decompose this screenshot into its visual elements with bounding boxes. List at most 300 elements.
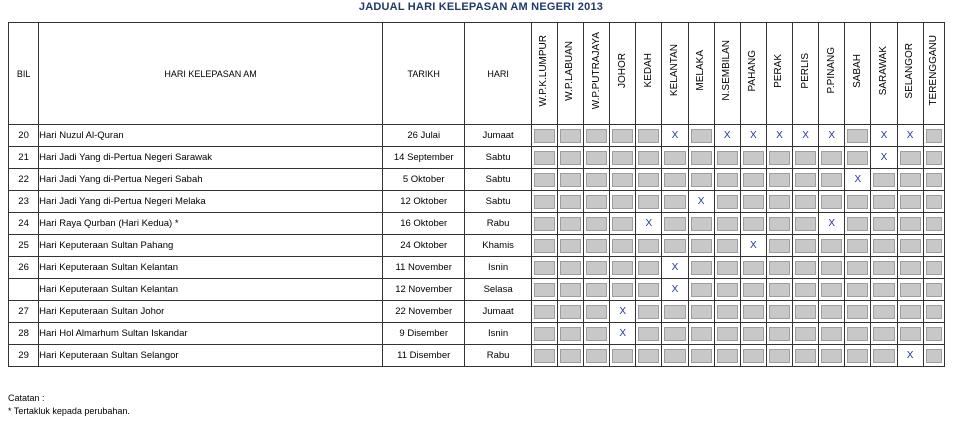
state-cell — [740, 257, 766, 279]
state-cell — [662, 323, 688, 345]
state-cell — [897, 235, 923, 257]
no-holiday-fill — [717, 239, 738, 253]
header-state — [636, 23, 662, 125]
no-holiday-fill — [795, 349, 816, 363]
state-cell — [871, 125, 897, 147]
state-cell — [845, 213, 871, 235]
no-holiday-fill — [717, 151, 738, 165]
state-cell — [766, 191, 792, 213]
cell-date: 26 Julai — [382, 125, 464, 147]
no-holiday-fill — [926, 239, 942, 253]
no-holiday-fill — [847, 239, 868, 253]
state-cell — [766, 235, 792, 257]
no-holiday-fill — [769, 283, 790, 297]
no-holiday-fill — [534, 217, 555, 231]
no-holiday-fill — [873, 173, 894, 187]
state-cell — [688, 191, 714, 213]
cell-name: Hari Keputeraan Sultan Pahang — [39, 235, 383, 257]
state-cell — [584, 125, 610, 147]
state-cell — [793, 323, 819, 345]
header-state-label: N.SEMBILAN — [721, 40, 733, 101]
cell-date: 11 November — [382, 257, 464, 279]
no-holiday-fill — [926, 305, 942, 319]
no-holiday-fill — [926, 217, 942, 231]
no-holiday-fill — [691, 349, 712, 363]
state-cell — [531, 279, 557, 301]
state-cell — [714, 147, 740, 169]
state-cell — [871, 213, 897, 235]
state-cell — [793, 213, 819, 235]
no-holiday-fill — [560, 283, 581, 297]
state-cell — [923, 147, 944, 169]
state-cell — [714, 213, 740, 235]
header-state-label: SABAH — [851, 53, 863, 88]
state-cell — [819, 213, 845, 235]
no-holiday-fill — [612, 195, 633, 209]
state-cell — [584, 169, 610, 191]
cell-date: 22 November — [382, 301, 464, 323]
no-holiday-fill — [612, 129, 633, 143]
cell-date: 16 Oktober — [382, 213, 464, 235]
holiday-mark: X — [671, 284, 679, 295]
no-holiday-fill — [612, 217, 633, 231]
no-holiday-fill — [560, 151, 581, 165]
no-holiday-fill — [664, 195, 685, 209]
state-cell — [584, 323, 610, 345]
state-cell — [793, 169, 819, 191]
no-holiday-fill — [821, 173, 842, 187]
no-holiday-fill — [821, 327, 842, 341]
no-holiday-fill — [612, 261, 633, 275]
state-cell — [845, 169, 871, 191]
cell-name: Hari Nuzul Al-Quran — [39, 125, 383, 147]
state-cell — [584, 301, 610, 323]
no-holiday-fill — [560, 217, 581, 231]
state-cell — [819, 169, 845, 191]
no-holiday-fill — [664, 173, 685, 187]
state-cell — [714, 191, 740, 213]
no-holiday-fill — [691, 327, 712, 341]
state-cell — [714, 279, 740, 301]
state-cell — [636, 345, 662, 367]
header-state-label: SELANGOR — [904, 42, 916, 99]
no-holiday-fill — [717, 217, 738, 231]
header-state — [923, 23, 944, 125]
header-day: HARI — [465, 23, 531, 125]
no-holiday-fill — [795, 151, 816, 165]
state-cell — [688, 125, 714, 147]
header-state-label: W.P.PUTRAJAYA — [590, 31, 602, 110]
state-cell — [819, 235, 845, 257]
no-holiday-fill — [664, 305, 685, 319]
state-cell — [610, 235, 636, 257]
no-holiday-fill — [717, 261, 738, 275]
state-cell — [714, 235, 740, 257]
state-cell — [923, 235, 944, 257]
no-holiday-fill — [586, 173, 607, 187]
state-cell — [766, 257, 792, 279]
state-cell — [766, 213, 792, 235]
state-cell — [871, 235, 897, 257]
no-holiday-fill — [638, 349, 659, 363]
no-holiday-fill — [691, 261, 712, 275]
header-state-label: TERENGGANU — [927, 35, 939, 106]
state-cell — [845, 191, 871, 213]
state-cell — [557, 169, 583, 191]
state-cell — [793, 191, 819, 213]
state-cell — [923, 301, 944, 323]
no-holiday-fill — [638, 283, 659, 297]
no-holiday-fill — [900, 195, 921, 209]
no-holiday-fill — [638, 261, 659, 275]
header-state — [897, 23, 923, 125]
no-holiday-fill — [821, 305, 842, 319]
no-holiday-fill — [717, 173, 738, 187]
holiday-mark: X — [880, 130, 888, 141]
state-cell — [793, 345, 819, 367]
state-cell — [636, 257, 662, 279]
no-holiday-fill — [612, 349, 633, 363]
cell-date: 5 Oktober — [382, 169, 464, 191]
no-holiday-fill — [717, 195, 738, 209]
holiday-mark: X — [828, 218, 836, 229]
no-holiday-fill — [586, 283, 607, 297]
header-state-label: PERAK — [773, 53, 785, 88]
cell-name: Hari Keputeraan Sultan Kelantan — [39, 257, 383, 279]
no-holiday-fill — [743, 283, 764, 297]
state-cell — [610, 279, 636, 301]
state-cell — [819, 345, 845, 367]
state-cell — [923, 323, 944, 345]
no-holiday-fill — [534, 349, 555, 363]
cell-name: Hari Jadi Yang di-Pertua Negeri Melaka — [39, 191, 383, 213]
no-holiday-fill — [664, 349, 685, 363]
header-state — [584, 23, 610, 125]
state-cell — [766, 345, 792, 367]
no-holiday-fill — [664, 327, 685, 341]
no-holiday-fill — [664, 217, 685, 231]
table-row — [9, 323, 945, 345]
header-bil: BIL — [9, 23, 39, 125]
state-cell — [766, 125, 792, 147]
state-cell — [766, 301, 792, 323]
header-state — [557, 23, 583, 125]
cell-bil: 24 — [9, 213, 39, 235]
no-holiday-fill — [638, 129, 659, 143]
table-row — [9, 191, 945, 213]
cell-bil: 22 — [9, 169, 39, 191]
state-cell — [636, 301, 662, 323]
no-holiday-fill — [534, 173, 555, 187]
state-cell — [531, 301, 557, 323]
no-holiday-fill — [926, 195, 942, 209]
state-cell — [871, 323, 897, 345]
header-state — [845, 23, 871, 125]
state-cell — [897, 191, 923, 213]
no-holiday-fill — [821, 349, 842, 363]
holiday-mark: X — [749, 130, 757, 141]
no-holiday-fill — [560, 349, 581, 363]
notes-heading: Catatan : — [8, 393, 45, 403]
state-cell — [557, 257, 583, 279]
holiday-mark: X — [723, 130, 731, 141]
table-row — [9, 125, 945, 147]
state-cell — [636, 147, 662, 169]
no-holiday-fill — [586, 195, 607, 209]
holiday-mark: X — [645, 218, 653, 229]
cell-day: Jumaat — [465, 125, 531, 147]
holiday-mark: X — [671, 130, 679, 141]
no-holiday-fill — [795, 283, 816, 297]
no-holiday-fill — [769, 195, 790, 209]
state-cell — [793, 279, 819, 301]
no-holiday-fill — [560, 305, 581, 319]
no-holiday-fill — [847, 217, 868, 231]
header-state-label: P.PINANG — [825, 47, 837, 94]
holiday-mark: X — [697, 196, 705, 207]
cell-day: Isnin — [465, 323, 531, 345]
state-cell — [740, 125, 766, 147]
no-holiday-fill — [769, 239, 790, 253]
no-holiday-fill — [873, 327, 894, 341]
holiday-mark: X — [619, 306, 627, 317]
no-holiday-fill — [847, 195, 868, 209]
no-holiday-fill — [560, 239, 581, 253]
header-state — [740, 23, 766, 125]
state-cell — [688, 323, 714, 345]
no-holiday-fill — [873, 283, 894, 297]
no-holiday-fill — [664, 151, 685, 165]
state-cell — [845, 257, 871, 279]
no-holiday-fill — [534, 239, 555, 253]
state-cell — [740, 235, 766, 257]
state-cell — [662, 279, 688, 301]
no-holiday-fill — [900, 173, 921, 187]
state-cell — [636, 125, 662, 147]
no-holiday-fill — [873, 305, 894, 319]
cell-date: 12 November — [382, 279, 464, 301]
header-state-label: MELAKA — [695, 50, 707, 91]
no-holiday-fill — [586, 349, 607, 363]
state-cell — [766, 169, 792, 191]
state-cell — [793, 147, 819, 169]
state-cell — [897, 323, 923, 345]
state-cell — [584, 213, 610, 235]
state-cell — [688, 345, 714, 367]
header-date: TARIKH — [382, 23, 464, 125]
holiday-mark: X — [906, 130, 914, 141]
state-cell — [819, 191, 845, 213]
no-holiday-fill — [638, 173, 659, 187]
state-cell — [688, 169, 714, 191]
no-holiday-fill — [769, 261, 790, 275]
state-cell — [845, 345, 871, 367]
state-cell — [871, 257, 897, 279]
no-holiday-fill — [691, 217, 712, 231]
state-cell — [662, 235, 688, 257]
state-cell — [714, 345, 740, 367]
state-cell — [740, 213, 766, 235]
state-cell — [531, 125, 557, 147]
no-holiday-fill — [900, 261, 921, 275]
state-cell — [531, 235, 557, 257]
no-holiday-fill — [847, 261, 868, 275]
no-holiday-fill — [664, 239, 685, 253]
no-holiday-fill — [638, 327, 659, 341]
state-cell — [740, 323, 766, 345]
cell-bil: 21 — [9, 147, 39, 169]
no-holiday-fill — [847, 305, 868, 319]
no-holiday-fill — [534, 305, 555, 319]
state-cell — [793, 125, 819, 147]
no-holiday-fill — [743, 261, 764, 275]
state-cell — [531, 191, 557, 213]
state-cell — [766, 147, 792, 169]
no-holiday-fill — [900, 239, 921, 253]
page-title: JADUAL HARI KELEPASAN AM NEGERI 2013 — [358, 1, 604, 13]
no-holiday-fill — [821, 239, 842, 253]
state-cell — [766, 279, 792, 301]
state-cell — [636, 235, 662, 257]
state-cell — [610, 169, 636, 191]
no-holiday-fill — [717, 305, 738, 319]
state-cell — [584, 191, 610, 213]
no-holiday-fill — [612, 239, 633, 253]
state-cell — [845, 301, 871, 323]
no-holiday-fill — [743, 173, 764, 187]
cell-date: 11 Disember — [382, 345, 464, 367]
cell-name: Hari Keputeraan Sultan Selangor — [39, 345, 383, 367]
no-holiday-fill — [926, 327, 942, 341]
no-holiday-fill — [612, 283, 633, 297]
header-state — [871, 23, 897, 125]
state-cell — [557, 191, 583, 213]
holiday-mark: X — [671, 262, 679, 273]
header-state — [662, 23, 688, 125]
state-cell — [740, 191, 766, 213]
header-state-label: W.P.K.LUMPUR — [538, 34, 550, 107]
cell-day: Rabu — [465, 345, 531, 367]
cell-bil: 25 — [9, 235, 39, 257]
table-row — [9, 301, 945, 323]
no-holiday-fill — [847, 327, 868, 341]
no-holiday-fill — [873, 195, 894, 209]
state-cell — [845, 323, 871, 345]
no-holiday-fill — [821, 261, 842, 275]
cell-day: Sabtu — [465, 147, 531, 169]
cell-date: 9 Disember — [382, 323, 464, 345]
no-holiday-fill — [873, 349, 894, 363]
no-holiday-fill — [586, 327, 607, 341]
cell-day: Sabtu — [465, 191, 531, 213]
state-cell — [557, 235, 583, 257]
state-cell — [714, 169, 740, 191]
no-holiday-fill — [847, 151, 868, 165]
notes-item: * Tertakluk kepada perubahan. — [8, 406, 130, 416]
no-holiday-fill — [586, 217, 607, 231]
state-cell — [923, 279, 944, 301]
no-holiday-fill — [926, 261, 942, 275]
state-cell — [531, 147, 557, 169]
state-cell — [897, 169, 923, 191]
state-cell — [923, 191, 944, 213]
state-cell — [662, 301, 688, 323]
state-cell — [845, 279, 871, 301]
cell-bil: 29 — [9, 345, 39, 367]
state-cell — [584, 279, 610, 301]
no-holiday-fill — [847, 283, 868, 297]
no-holiday-fill — [534, 261, 555, 275]
no-holiday-fill — [586, 305, 607, 319]
state-cell — [662, 345, 688, 367]
table-row — [9, 235, 945, 257]
state-cell — [610, 191, 636, 213]
no-holiday-fill — [534, 195, 555, 209]
no-holiday-fill — [717, 349, 738, 363]
cell-name: Hari Hol Almarhum Sultan Iskandar — [39, 323, 383, 345]
no-holiday-fill — [691, 283, 712, 297]
state-cell — [636, 279, 662, 301]
cell-day: Jumaat — [465, 301, 531, 323]
no-holiday-fill — [873, 261, 894, 275]
header-state — [766, 23, 792, 125]
no-holiday-fill — [534, 283, 555, 297]
header-state — [714, 23, 740, 125]
no-holiday-fill — [900, 283, 921, 297]
state-cell — [871, 169, 897, 191]
state-cell — [819, 301, 845, 323]
no-holiday-fill — [638, 151, 659, 165]
no-holiday-fill — [926, 173, 942, 187]
cell-name: Hari Jadi Yang di-Pertua Negeri Sarawak — [39, 147, 383, 169]
no-holiday-fill — [743, 151, 764, 165]
no-holiday-fill — [717, 283, 738, 297]
no-holiday-fill — [821, 151, 842, 165]
no-holiday-fill — [926, 151, 942, 165]
state-cell — [662, 169, 688, 191]
table-row — [9, 147, 945, 169]
cell-day: Isnin — [465, 257, 531, 279]
header-state-label: JOHOR — [616, 53, 628, 88]
cell-bil: 28 — [9, 323, 39, 345]
no-holiday-fill — [821, 195, 842, 209]
no-holiday-fill — [586, 261, 607, 275]
no-holiday-fill — [900, 305, 921, 319]
notes — [8, 392, 130, 418]
holiday-mark: X — [776, 130, 783, 141]
state-cell — [584, 147, 610, 169]
state-cell — [766, 323, 792, 345]
no-holiday-fill — [638, 195, 659, 209]
no-holiday-fill — [612, 173, 633, 187]
cell-name: Hari Keputeraan Sultan Johor — [39, 301, 383, 323]
no-holiday-fill — [586, 151, 607, 165]
state-cell — [845, 147, 871, 169]
state-cell — [557, 323, 583, 345]
no-holiday-fill — [795, 195, 816, 209]
no-holiday-fill — [560, 261, 581, 275]
no-holiday-fill — [847, 129, 868, 143]
no-holiday-fill — [743, 327, 764, 341]
state-cell — [531, 345, 557, 367]
no-holiday-fill — [926, 283, 942, 297]
no-holiday-fill — [743, 349, 764, 363]
no-holiday-fill — [691, 239, 712, 253]
cell-date: 12 Oktober — [382, 191, 464, 213]
cell-date: 14 September — [382, 147, 464, 169]
no-holiday-fill — [717, 327, 738, 341]
cell-name: Hari Keputeraan Sultan Kelantan — [39, 279, 383, 301]
